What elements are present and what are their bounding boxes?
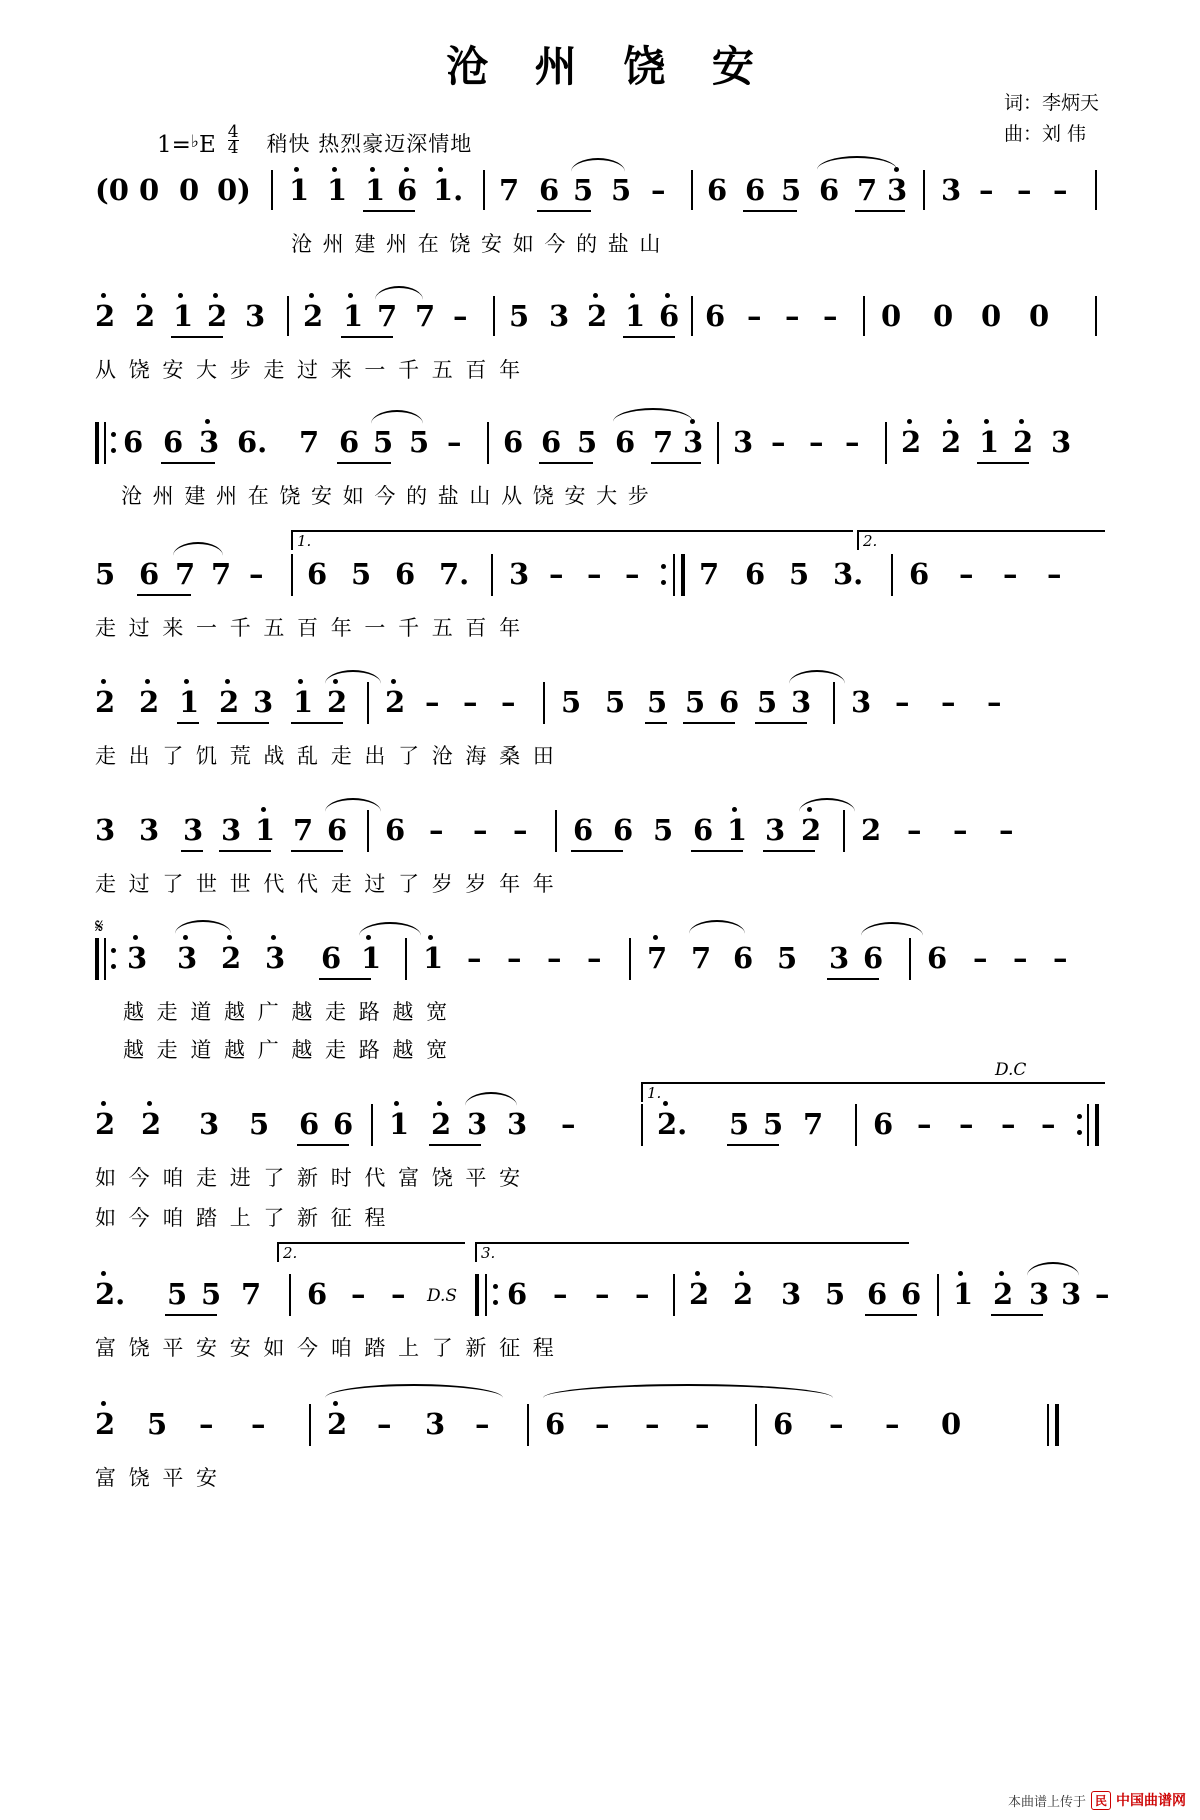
ds-marker: D.S (427, 1286, 458, 1306)
lyric-line: 富 饶 平 安 (95, 1466, 221, 1490)
site-badge-icon: 民 (1091, 1791, 1111, 1810)
dc-marker: D.C (995, 1060, 1027, 1080)
ending-bracket-1 (291, 530, 853, 550)
credits-block (1004, 88, 1099, 150)
ending-label-1: 1. (647, 1084, 662, 1102)
lyric-line: 走 过 来 一 千 五 百 年 一 千 五 百 年 (95, 616, 524, 640)
ending-label-2: 2. (283, 1244, 298, 1262)
ending-bracket-2 (857, 530, 1105, 550)
music-system-5: 2 2 1 2 3 1 2 2 – – – 5 5 5 5 6 5 3 3 – – – 走 出 了 饥 荒 战 乱 走 出 了 沧 海 桑 田 (95, 674, 1105, 802)
segno-sign: 𝄋 (95, 914, 104, 938)
music-system-2: 2 2 1 2 3 2 1 7 7 – 5 3 2 1 6 6 – – – 0 0 0 0 从 饶 安 大 步 走 过 来 一 千 五 百 年 (95, 288, 1105, 414)
lyricist: 词：李炳天 (1003, 92, 1099, 114)
lyric-line: 沧 州 建 州 在 饶 安 如 今 的 盐 山 从 饶 安 大 步 (121, 484, 651, 508)
ending-bracket-2 (277, 1242, 465, 1262)
key-signature: 1=♭E (157, 132, 216, 158)
sheet-music-page (95, 0, 1110, 1522)
lyric-line-verse1: 如 今 咱 走 进 了 新 时 代 富 饶 平 安 (95, 1166, 524, 1190)
lyric-line: 走 出 了 饥 荒 战 乱 走 出 了 沧 海 桑 田 (95, 744, 557, 768)
page-title: 沧 州 饶 安 (446, 42, 770, 91)
lyric-line: 走 过 了 世 世 代 代 走 过 了 岁 岁 年 年 (95, 872, 557, 896)
site-name[interactable]: 中国曲谱网 (1116, 1793, 1186, 1809)
music-system-3: 6 6 3 6. 7 6 5 5 – 6 6 5 6 7 3 3 – – – 2 2 1 2 3 沧 州 建 州 在 饶 安 如 今 的 盐 山 从 饶 安 大 步 (95, 414, 1105, 546)
lyric-line-verse1: 越 走 道 越 广 越 走 路 越 宽 (123, 1000, 451, 1024)
ending-bracket-3 (475, 1242, 909, 1262)
music-system-7: 𝄋 3 3 2 3 6 1 1 – – – – 7 7 6 5 3 6 6 – – – 越 走 道 越 广 越 走 路 越 宽 越 走 道 越 广 越 走 路 越 宽 D.C (95, 914, 1068, 1080)
composer: 曲：刘 伟 (1003, 123, 1087, 145)
ending-bracket-1 (641, 1082, 1105, 1102)
ending-label-1: 1. (297, 532, 312, 550)
ending-label-3: 3. (481, 1244, 496, 1262)
music-system-4: 1. 2. 5 6 7 7 – 6 5 6 7. 3 – – – 7 6 5 3. 6 – – – 走 过 来 一 千 五 百 年 一 千 五 百 年 (95, 546, 1105, 674)
tempo-marking: 稍快 热烈豪迈深情地 (266, 132, 473, 156)
lyric-line-verse2: 越 走 道 越 广 越 走 路 越 宽 (123, 1038, 451, 1062)
music-system-10: 2 5 – – 2 – 3 – 6 – – – 6 – – 0 富 饶 平 安 (95, 1396, 1105, 1522)
footer-credit (1008, 1790, 1186, 1810)
meta-row (95, 112, 1105, 158)
music-system-1: (0 0 0 0) 1 1 1 6 1. 7 6 5 5 – 6 6 5 6 7 3 3 – – – 沧 州 建 州 在 饶 安 如 今 的 盐 山 (95, 162, 1105, 288)
lyric-line: 沧 州 建 州 在 饶 安 如 今 的 盐 山 (291, 232, 663, 256)
ending-label-2: 2. (863, 532, 878, 550)
footer-upload-text: 本曲谱上传于 (1007, 1794, 1086, 1810)
music-system-8: 1. 2 2 3 5 6 6 1 2 3 3 – 2. 5 5 7 6 – – – – 如 今 咱 走 进 了 新 时 代 富 饶 平 安 如 今 咱 踏 上 了 新 征 程 (95, 1096, 1105, 1266)
lyric-line: 从 饶 安 大 步 走 过 来 一 千 五 百 年 (95, 358, 524, 382)
lyric-line-verse2: 如 今 咱 踏 上 了 新 征 程 (95, 1206, 389, 1230)
music-system-6: 3 3 3 3 1 7 6 6 – – – 6 6 5 6 1 3 2 2 – – – 走 过 了 世 世 代 代 走 过 了 岁 岁 年 年 (95, 802, 1105, 930)
lyric-line: 富 饶 平 安 安 如 今 咱 踏 上 了 新 征 程 (95, 1336, 557, 1360)
time-signature: $\frac{4}{4}$ (227, 122, 239, 158)
music-system-9: 2. 3. 2. 5 5 7 6 – – D.S 6 – – – 2 2 3 5 6 6 1 2 3 3 – 富 饶 平 安 安 如 今 咱 踏 上 了 新 征 程 (95, 1244, 1110, 1360)
